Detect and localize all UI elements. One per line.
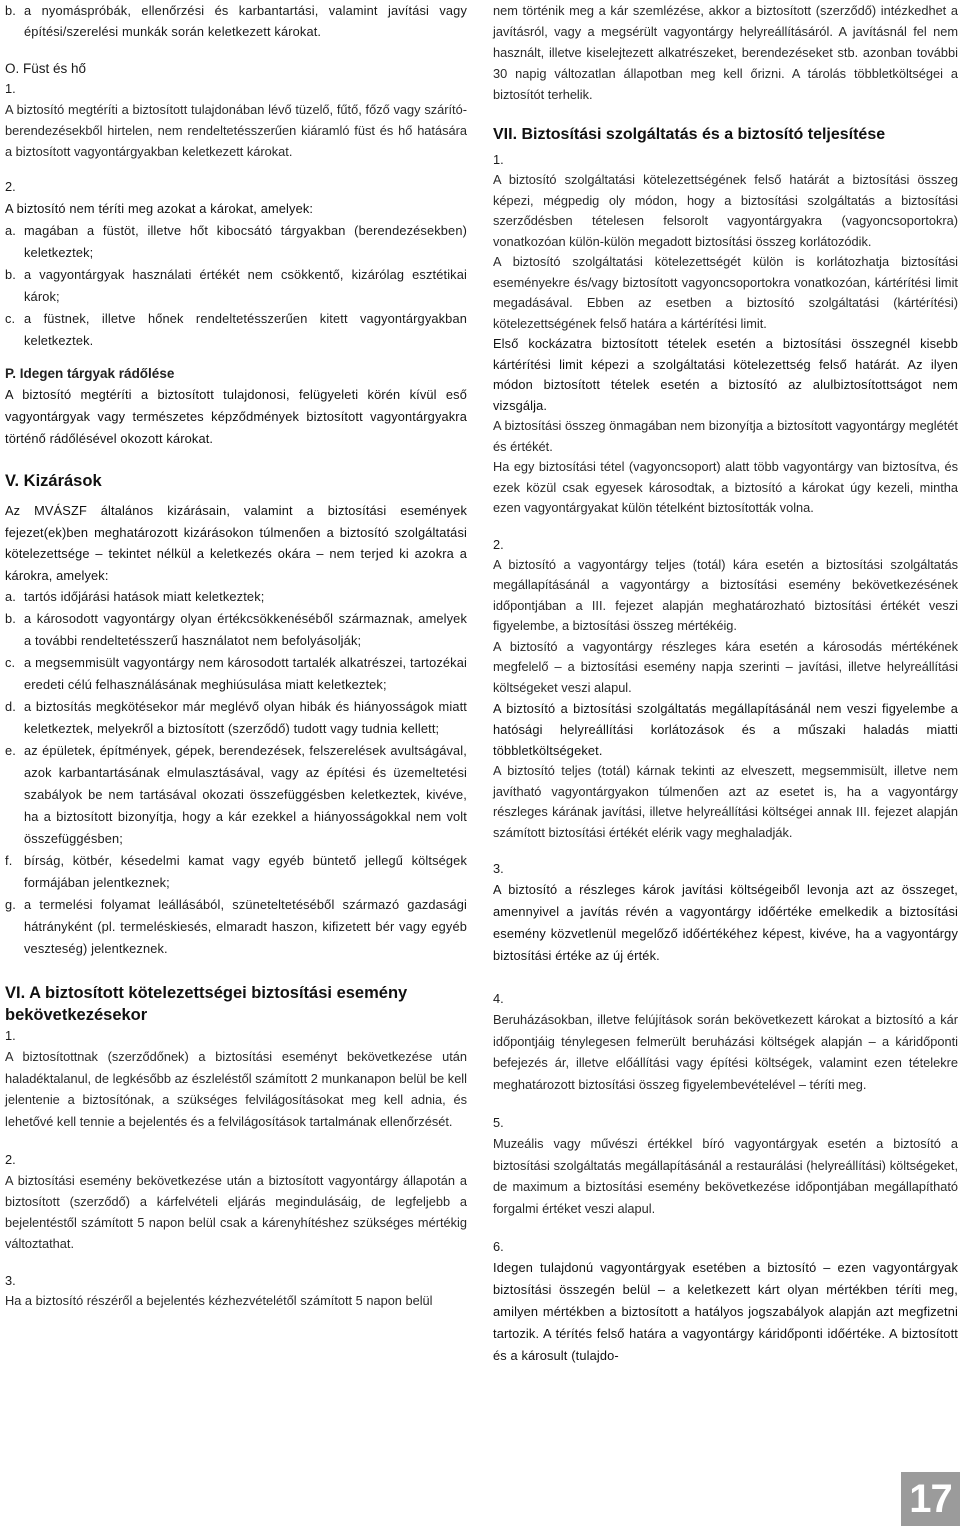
item-text: a termelési folyamat leállásából, szüneteltetéséből származó gazdasági hátrányként (pl. termeléskiesés, elmaradt haszon, kifizetett bér vagy egyéb veszteség) jelentkeznek. <box>24 897 467 956</box>
paragraph: Muzeális vagy művészi értékkel bíró vagyontárgyak esetén a biztosító a biztosítási szolgáltatás megállapításánál a restaurálási (helyreállítási) költségeket, de maximum a biztosítási esemény bekövetkezése időpontjában megállapítható forgalmi értéket veszi alapul. <box>493 1136 958 1216</box>
left-column <box>5 0 467 1311</box>
section-number: 1. <box>5 1028 16 1043</box>
section-number: 6. <box>493 1239 504 1254</box>
section-number: 2. <box>5 1152 16 1167</box>
section-number: 4. <box>493 991 504 1006</box>
right-column <box>493 0 958 1367</box>
item-text: magában a füstöt, illetve hőt kibocsátó tárgyakban (berendezésekben) keletkeztek; <box>24 223 467 260</box>
item-text: a nyomáspróbák, ellenőrzési és karbantartási, valamint javítási vagy építési/szerelési munkák során keletkezett károkat. <box>24 3 467 39</box>
section-heading-vi: VI. A biztosított kötelezettségei biztosítási esemény bekövetkezésekor <box>5 984 408 1024</box>
item-label: c. <box>5 655 16 670</box>
list-item <box>5 696 467 740</box>
paragraph: A biztosító nem téríti meg azokat a károkat, amelyek: <box>5 201 314 216</box>
section-number: 3. <box>5 1273 16 1288</box>
paragraph: Az MVÁSZF általános kizárásain, valamint a biztosítási események fejezet(ek)ben meghatározott kizárásokon túlmenően a biztosító szolgáltatási kötelezettsége – tekintet nélkül a keletkezés okára – nem terjed ki azokra a károkra, amelyek: <box>5 503 467 583</box>
list-item <box>5 608 467 652</box>
paragraph: Beruházásokban, illetve felújítások során bekövetkezett károkat a biztosító a kár időpontjáig ténylegesen felmerült beruházási költségek alapján – a káridőponti befejezés ár, illetve előállítási vagy építési költségek, valamint ezen tételekre meghatározott biztosítási összeg figyelembevételével – téríti meg. <box>493 1012 958 1092</box>
item-text: bírság, kötbér, késedelmi kamat vagy egyéb büntető jellegű költségek formájában jelentkeznek; <box>24 853 467 890</box>
list-item <box>5 0 467 42</box>
item-label: e. <box>5 743 16 758</box>
exclusion-list <box>5 586 467 960</box>
section-number: 3. <box>493 861 504 876</box>
list-item <box>5 894 467 960</box>
paragraph: Ha egy biztosítási tétel (vagyoncsoport) alatt több vagyontárgy van biztosítva, és ezek közül csak egyesek károsodtak, a biztosító a károkat úgy kezeli, mintha ezen vagyontárgyakat külön tételként biztosították volna. <box>493 459 958 515</box>
item-text: a károsodott vagyontárgy olyan értékcsökkenéséből származnak, amelyek a további rendeltetésszerű használatot nem befolyásolják; <box>24 611 467 648</box>
item-text: tartós időjárási hatások miatt keletkeztek; <box>24 589 265 604</box>
page-number-badge: 17 <box>901 1472 960 1526</box>
paragraph: A biztosító a vagyontárgy részleges kára esetén a károsodás mértékének megfelelő – a biztosítási esemény napja szerinti – javítási, illetve helyreállítási költségeket veszi alapul. <box>493 638 958 695</box>
item-text: a vagyontárgyak használati értékét nem csökkentő, kizárólag esztétikai károk; <box>24 267 467 304</box>
paragraph: Első kockázatra biztosított tételek esetén a biztosítási összegnél kisebb kártérítési limit képezi a szolgáltatási kötelezettség felső határát. Az ilyen módon biztosított tételek esetén a biztosító az alulbiztosítottságot nem vizsgálja. <box>493 336 958 413</box>
section-heading-vii: VII. Biztosítási szolgáltatás és a biztosító teljesítése <box>493 126 886 143</box>
item-text: az épületek, építmények, gépek, berendezések, felszerelések avultságával, azok karbantartásának elmulasztásával, vagy az építési és üzemeltetési szabályok be nem tartásával okozati összefüggésben keletkeztek, kivéve, ha a biztosított bizonyítja, hogy a kár ezekkel a hiányosságokkal nem volt összefüggésben; <box>24 743 467 846</box>
list-item <box>5 850 467 894</box>
item-label: g. <box>5 897 16 912</box>
paragraph: A biztosítási esemény bekövetkezése után a biztosított vagyontárgy állapotán a biztosított (szerződő) a kárfelvételi eljárás megindulásáig, de legfeljebb a bejelentéstől számított 5 napon belül csak a kárenyhítéshez szükséges mértékig változtathat. <box>5 1173 467 1251</box>
exclusion-list <box>5 220 467 352</box>
section-number: 1. <box>493 152 504 167</box>
paragraph: A biztosító a részleges károk javítási költségeiből levonja azt az összeget, amennyivel a javítás révén a vagyontárgy időértéke emelkedik a biztosítási esemény közvetlenül megelőző időértékéhez képest, kivéve, ha a vagyontárgy biztosítási értéke az új érték. <box>493 882 958 963</box>
item-label: d. <box>5 699 16 714</box>
paragraph: A biztosító szolgáltatási kötelezettségének felső határát a biztosítási összeg képezi, mégpedig oly módon, hogy a biztosítási szolgáltatás a biztosítási szerződésben tételesen felsorolt vagyontárgyakra (vagyoncsoportokra) vonatkozóan külön-külön megadott biztosítási összeg korlátozódik. <box>493 172 958 249</box>
section-number: 2. <box>493 536 504 552</box>
section-heading-p: P. Idegen tárgyak rádőlése <box>5 366 175 381</box>
paragraph: A biztosító megtéríti a biztosított tulajdonosi, felügyeleti körén kívül eső vagyontárgyak vagy természetes képződmények biztosított vagyontárgyakra történő rádőlésével okozott károkat. <box>5 387 467 446</box>
paragraph: Ha a biztosító részéről a bejelentés kézhezvételétől számított 5 napon belül <box>5 1293 433 1308</box>
item-label: b. <box>5 267 16 282</box>
list-item <box>5 264 467 308</box>
paragraph: A biztosító a vagyontárgy teljes (totál) kára esetén a biztosítási szolgáltatás megállapításánál a vagyontárgy a biztosítási esemény bekövetkezésének időpontjában a III. fejezet alapján meghatározható biztosítási értékét veszi figyelembe, a biztosítási összeg mértékéig. <box>493 556 958 633</box>
paragraph: A biztosító megtéríti a biztosított tulajdonában lévő tüzelő, fűtő, főző vagy szárító-berendezésekből hirtelen, nem rendeltetésszerűen kiáramló füst és hő hatására a biztosított vagyontárgyakban keletkezett károkat. <box>5 102 467 159</box>
list-item <box>5 308 467 352</box>
item-label: a. <box>5 589 16 604</box>
paragraph: A biztosító a biztosítási szolgáltatás megállapításánál nem veszi figyelembe a hatósági helyreállítási korlátozások és a műszaki haladás miatti többletköltségeket. <box>493 701 958 758</box>
section-number: 5. <box>493 1115 504 1130</box>
item-label: b. <box>5 3 16 18</box>
list-item <box>5 586 467 608</box>
paragraph: Idegen tulajdonú vagyontárgyak esetében a biztosító – ezen vagyontárgyak biztosítási összegén belül – a keletkezett kárt olyan mértékben téríti meg, amilyen mértékben a biztosított a hatályos jogszabályok alapján azt megfizetni tartozik. A térítés felső határa a vagyontárgy káridőponti időértéke. A biztosított és a károsult (tulajdo- <box>493 1260 958 1363</box>
list-item <box>5 220 467 264</box>
paragraph: A biztosítási összeg önmagában nem bizonyítja a biztosított vagyontárgy meglétét és értékét. <box>493 418 958 454</box>
item-label: a. <box>5 223 16 238</box>
item-text: a biztosítás megkötésekor már meglévő olyan hibák és hiányosságok miatt keletkeztek, melyekről a biztosított (szerződő) tudott vagy tudnia kellett; <box>24 699 467 736</box>
list-item <box>5 740 467 850</box>
item-text: a füstnek, illetve hőnek rendeltetésszerűen kitett vagyontárgyakban keletkeztek. <box>24 311 467 348</box>
section-number: 1. <box>5 81 16 96</box>
section-heading-o: O. Füst és hő <box>5 61 87 76</box>
item-label: f. <box>5 853 13 868</box>
paragraph: A biztosítottnak (szerződőnek) a biztosítási eseményt bekövetkezése után haladéktalanul, de legkésőbb az észleléstől számított 2 munkanapon belül be kell jelentenie a biztosítónak, a szükséges felvilágosításokat meg kell adnia, és lehetővé kell tennie a bejelentés és a felvilágosítások tartalmának ellenőrzését. <box>5 1049 467 1129</box>
paragraph: A biztosító teljes (totál) kárnak tekinti az elveszett, megsemmisült, illetve nem javítható vagyontárgyakon túlmenően azt az esetet is, ha a vagyontárgy részleges kárának javítási, illetve helyreállítási költségei annak III. fejezet alapján számított biztosítási értékét elérik vagy meghaladják. <box>493 763 958 840</box>
list-item <box>5 652 467 696</box>
paragraph: nem történik meg a kár szemlézése, akkor a biztosított (szerződő) intézkedhet a javításról, vagy a megsérült vagyontárgy helyreállításáról. A javításnál fel nem használt, illetve kiselejtezett alkatrészeket, berendezéseket stb. azonban további 30 napig változatlan állapotban meg kell őrizni. A tárolás többletköltségei a biztosítót terhelik. <box>493 3 958 102</box>
item-label: c. <box>5 311 16 326</box>
section-number: 2. <box>5 179 16 194</box>
paragraph: A biztosító szolgáltatási kötelezettségét külön is korlátozhatja biztosítási eseményekre és/vagy biztosított vagyoncsoportokra vonatkozóan, kártérítési limit megadásával. Ebben az esetben a biztosító szolgáltatási (kártérítési) kötelezettségének felső határa a kártérítési limit. <box>493 254 958 331</box>
section-heading-v: V. Kizárások <box>5 472 102 490</box>
item-text: a megsemmisült vagyontárgy nem károsodott tartalék alkatrészei, tartozékai eredeti célú felhasználásának meghiúsulása miatt keletkeztek; <box>24 655 467 692</box>
item-label: b. <box>5 611 16 626</box>
